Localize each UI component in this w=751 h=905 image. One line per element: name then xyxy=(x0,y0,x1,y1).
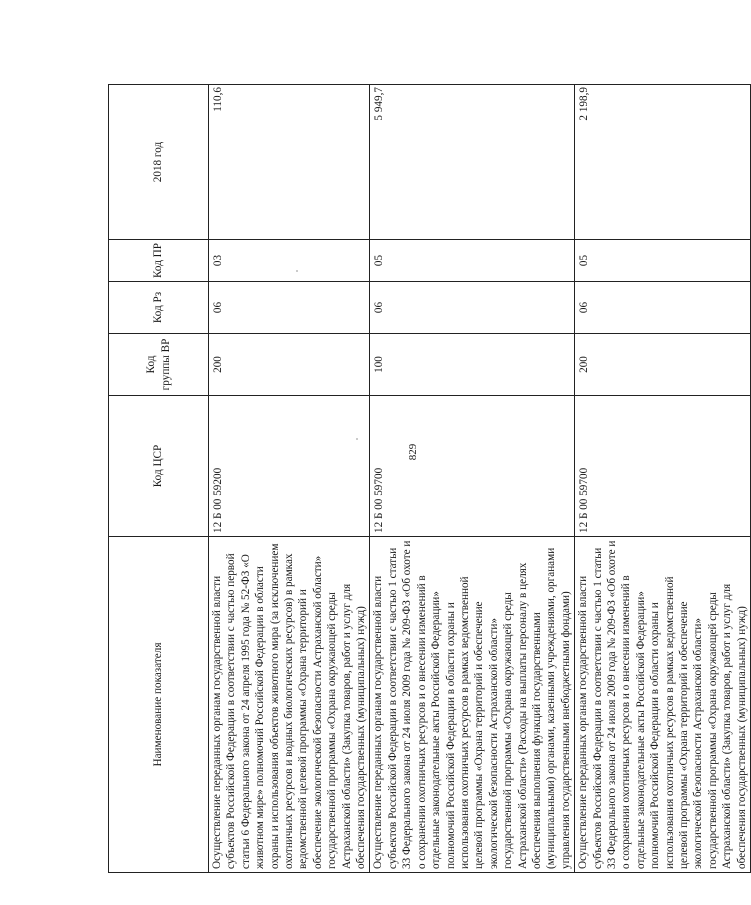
table-row xyxy=(209,85,370,873)
row-rz: 06 xyxy=(370,282,575,334)
row-name: Осуществление переданных органам государственной власти субъектов Российской Федерации в соответствии с частью 1 статьи 33 Федерального закона от 24 июля 2009 года № 209-ФЗ «Об охоте и о сохранении охотничьих ресурсов и о внесении изменений в отдельные законодательные акты Российской Федерации» полномочий Российской Федерации в области охраны и использования охотничьих ресурсов в рамках ведомственной целевой программы «Охрана территорий и обеспечение экологической безопасности Астраханской области» государственной программы «Охрана окружающей среды Астраханской области» (Расходы на выплаты персоналу в целях обеспечения выполнения функций государственными (муниципальными) органами, казенными учреждениями, органами управления государственными внебюджетными фондами) xyxy=(370,537,575,873)
table-row xyxy=(370,85,575,873)
header-name: Наименование показателя xyxy=(109,537,209,873)
row-pr: 05 xyxy=(575,240,751,282)
row-name: Осуществление переданных органам государственной власти субъектов Российской Федерации в соответствии с частью первой статьи 6 Федерального закона от 24 апреля 1995 года № 52-ФЗ «О животном мире» полномочий Российской Федерации в области охраны и использования объектов животного мира (за исключением охотничьих ресурсов и водных биологических ресурсов) в рамках ведомственной целевой программы «Охрана территорий и обеспечение экологической безопасности Астраханской области» государственной программы «Охрана окружающей среды Астраханской области» (Закупка товаров, работ и услуг для обеспечения государственных (муниципальных) нужд) xyxy=(209,537,370,873)
row-csr: 12 Б 00 59200 xyxy=(209,396,370,537)
header-year: 2018 год xyxy=(109,85,209,240)
scan-speck xyxy=(296,270,298,272)
row-pr: 05 xyxy=(370,240,575,282)
header-row xyxy=(109,85,209,873)
row-vr: 100 xyxy=(370,334,575,396)
page-number: 829 xyxy=(407,443,419,461)
row-amount: 2 198,9 xyxy=(575,85,751,240)
table-row xyxy=(575,85,751,873)
row-pr: 03 xyxy=(209,240,370,282)
header-csr: Код ЦСР xyxy=(109,396,209,537)
header-pr: Код ПР xyxy=(109,240,209,282)
row-vr: 200 xyxy=(575,334,751,396)
scan-speck xyxy=(356,438,358,440)
header-vr: Код группы ВР xyxy=(109,334,209,396)
row-vr: 200 xyxy=(209,334,370,396)
header-rz: Код Рз xyxy=(109,282,209,334)
row-csr: 12 Б 00 59700 xyxy=(370,396,575,537)
row-rz: 06 xyxy=(575,282,751,334)
row-name: Осуществление переданных органам государственной власти субъектов Российской Федерации в соответствии с частью 1 статьи 33 Федерального закона от 24 июля 2009 года № 209-ФЗ «Об охоте и о сохранении охотничьих ресурсов и о внесении изменений в отдельные законодательные акты Российской Федерации» полномочий Российской Федерации в области охраны и использования охотничьих ресурсов в рамках ведомственной целевой программы «Охрана территорий и обеспечение экологической безопасности Астраханской области» государственной программы «Охрана окружающей среды Астраханской области» (Закупка товаров, работ и услуг для обеспечения государственных (муниципальных) нужд) xyxy=(575,537,751,873)
row-amount: 110,6 xyxy=(209,85,370,240)
row-amount: 5 949,7 xyxy=(370,85,575,240)
row-csr: 12 Б 00 59700 xyxy=(575,396,751,537)
budget-table xyxy=(108,84,751,873)
row-rz: 06 xyxy=(209,282,370,334)
rotated-table-frame xyxy=(108,85,748,873)
